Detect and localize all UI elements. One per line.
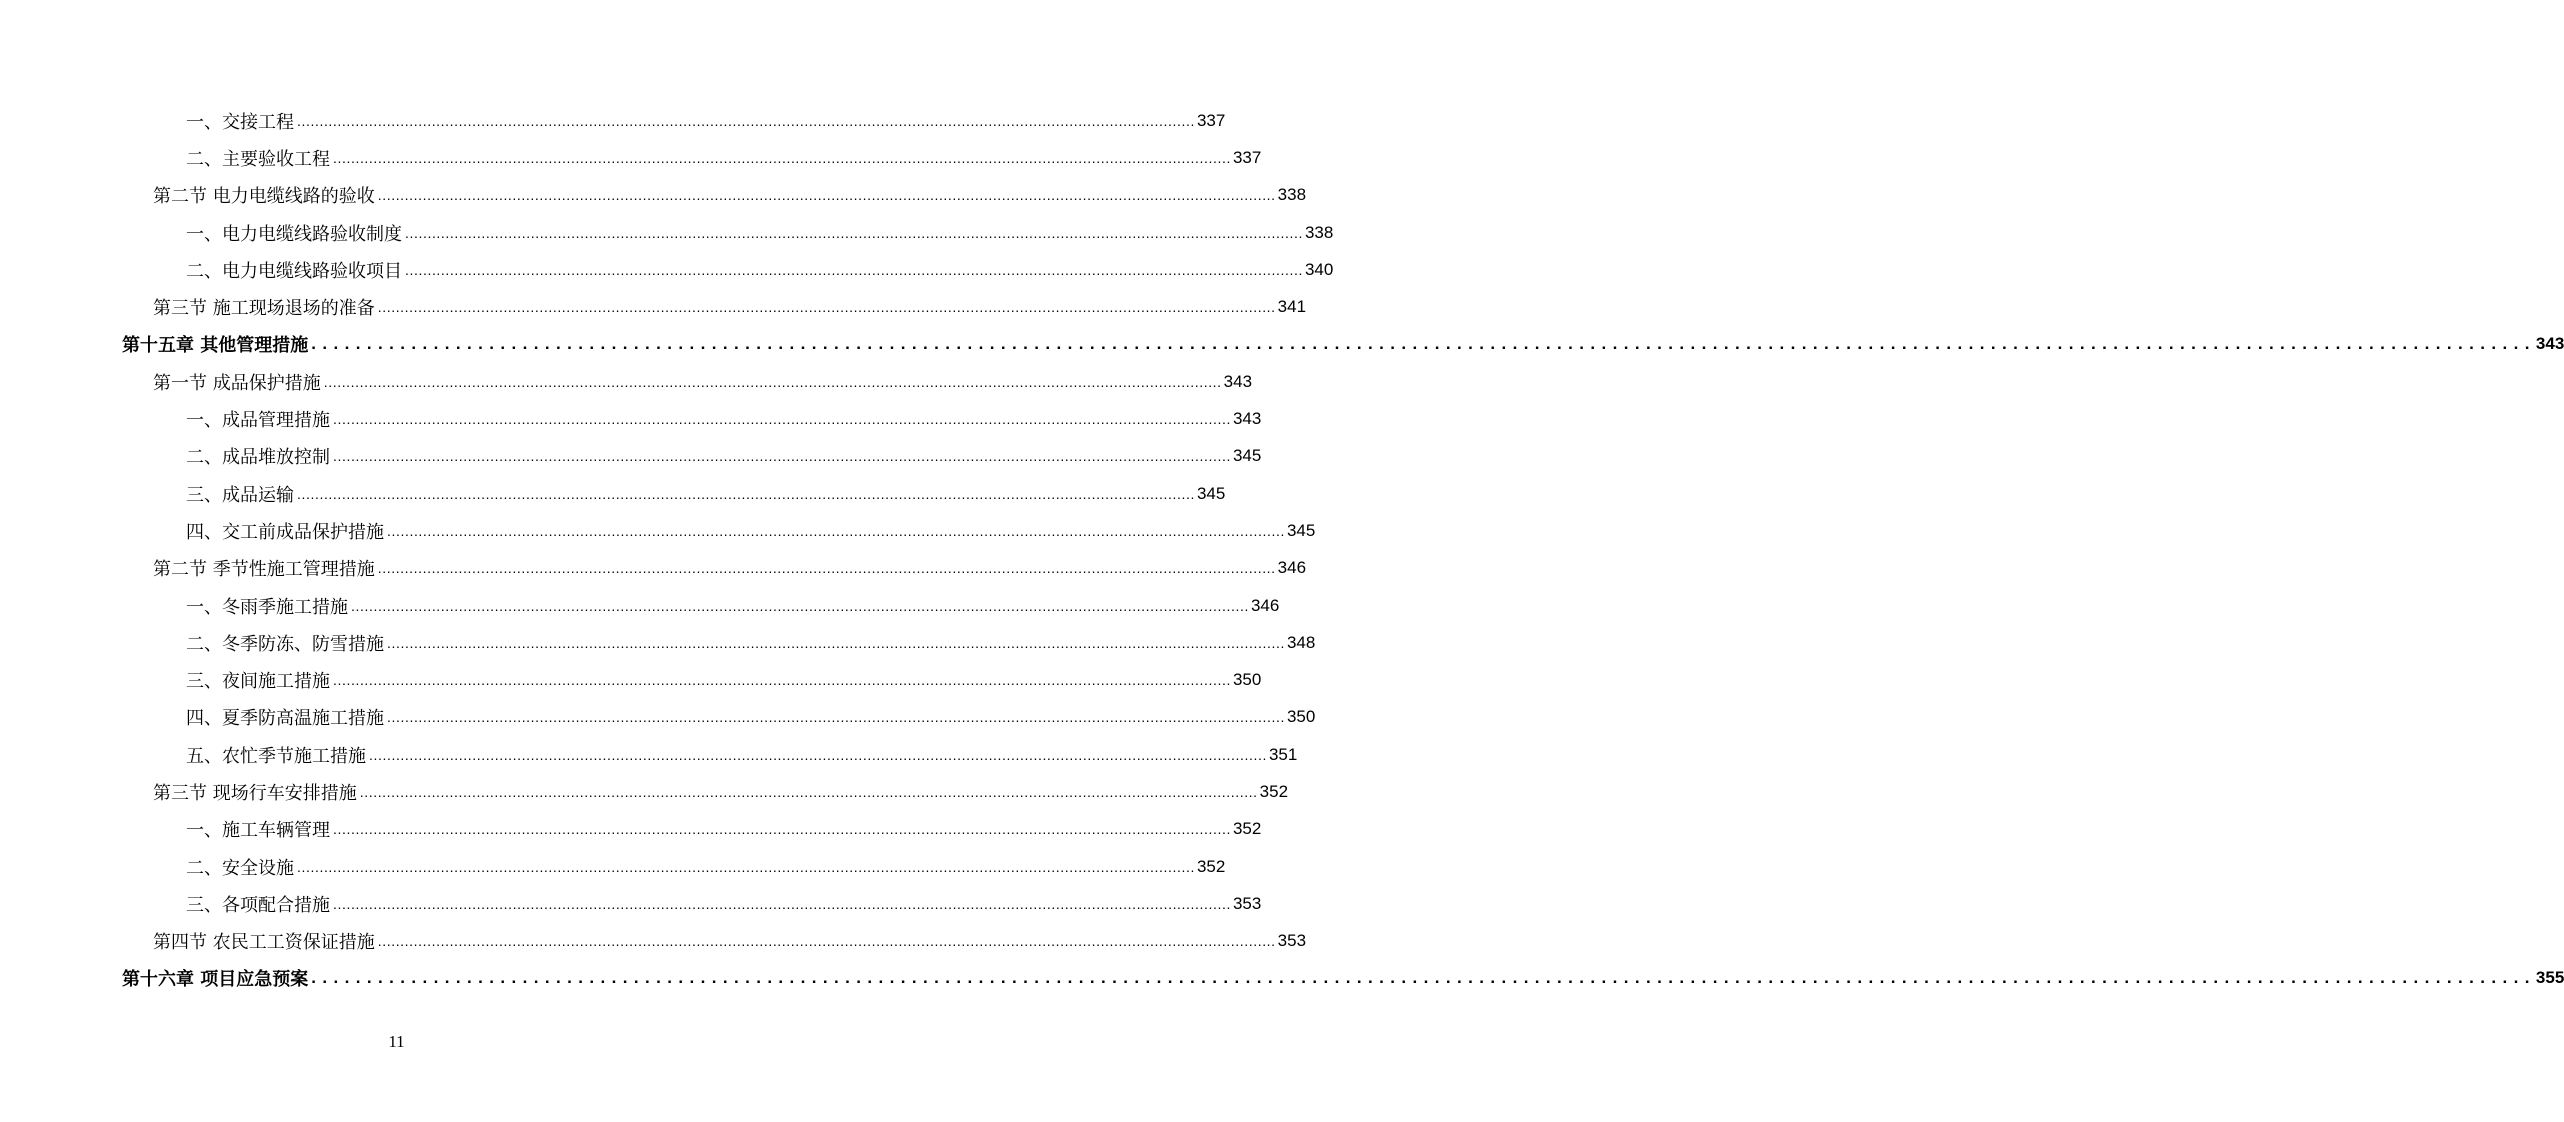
toc-leader-dots: ........................................................................................................................................................................................................ bbox=[387, 522, 1285, 539]
toc-entry-title: 二、安全设施 bbox=[186, 857, 294, 879]
toc-item-row[interactable] bbox=[0, 102, 1226, 139]
toc-leader-dots: ........................................................................................................................................................................................................ bbox=[333, 149, 1231, 166]
toc-chapter-row[interactable] bbox=[0, 960, 2564, 997]
toc-page-number: 341 bbox=[1277, 297, 1307, 317]
toc-leader-dots: ........................................................................................................................................................................................................ bbox=[297, 858, 1195, 875]
toc-item-row[interactable] bbox=[0, 848, 1226, 885]
toc-leader-dots: ........................................................................................................................................................................................................ bbox=[333, 448, 1231, 465]
toc-entry-title: 第十五章 其他管理措施 bbox=[122, 335, 309, 357]
toc-page-number: 343 bbox=[1223, 371, 1253, 391]
toc-page-number: 348 bbox=[1286, 632, 1316, 652]
toc-item-row[interactable] bbox=[0, 624, 1316, 661]
toc-entry-title: 一、电力电缆线路验收制度 bbox=[186, 223, 402, 245]
toc-page-number: 352 bbox=[1259, 781, 1289, 801]
toc-page-number: 345 bbox=[1232, 446, 1262, 466]
toc-item-row[interactable] bbox=[0, 438, 1262, 475]
toc-section-row[interactable] bbox=[0, 773, 1289, 810]
toc-page-number: 350 bbox=[1286, 707, 1316, 727]
toc-page-number: 346 bbox=[1277, 558, 1307, 578]
toc-leader-dots: ........................................................................................................................................................................................................ bbox=[297, 112, 1195, 129]
toc-entry-title: 四、交工前成品保护措施 bbox=[186, 521, 384, 543]
toc-leader-dots: ........................................................................................................................................................................................................ bbox=[311, 968, 2536, 988]
toc-leader-dots: ........................................................................................................................................................................................................ bbox=[333, 821, 1231, 838]
toc-entry-title: 三、各项配合措施 bbox=[186, 894, 330, 916]
toc-leader-dots: ........................................................................................................................................................................................................ bbox=[359, 783, 1258, 800]
toc-entry-title: 一、成品管理措施 bbox=[186, 410, 330, 432]
toc-entry-title: 一、交接工程 bbox=[186, 111, 294, 133]
toc-entry-title: 三、成品运输 bbox=[186, 484, 294, 506]
toc-entry-title: 第三节 施工现场退场的准备 bbox=[153, 298, 375, 320]
toc-page-number: 345 bbox=[1286, 520, 1316, 540]
toc-page-number: 345 bbox=[1196, 483, 1226, 503]
toc-item-row[interactable] bbox=[0, 587, 1280, 624]
toc-leader-dots: ........................................................................................................................................................................................................ bbox=[369, 746, 1267, 763]
toc-item-row[interactable] bbox=[0, 885, 1262, 922]
toc-leader-dots: ........................................................................................................................................................................................................ bbox=[405, 224, 1303, 241]
toc-item-row[interactable] bbox=[0, 251, 1334, 288]
toc-leader-dots: ........................................................................................................................................................................................................ bbox=[387, 634, 1285, 651]
toc-leader-dots: ........................................................................................................................................................................................................ bbox=[297, 485, 1195, 502]
toc-page-number: 346 bbox=[1250, 595, 1280, 615]
toc-page-number: 337 bbox=[1232, 147, 1262, 167]
toc-leader-dots: ........................................................................................................................................................................................................ bbox=[351, 597, 1249, 614]
toc-page-number: 340 bbox=[1304, 259, 1334, 279]
toc-entry-title: 第十六章 项目应急预案 bbox=[122, 969, 309, 991]
toc-item-row[interactable] bbox=[0, 736, 1298, 773]
toc-entry-title: 第三节 现场行车安排措施 bbox=[153, 782, 357, 804]
toc-item-row[interactable] bbox=[0, 811, 1262, 848]
toc-entry-title: 二、电力电缆线路验收项目 bbox=[186, 260, 402, 282]
toc-item-row[interactable] bbox=[0, 661, 1262, 698]
toc-leader-dots: ........................................................................................................................................................................................................ bbox=[387, 709, 1285, 726]
toc-page-number: 352 bbox=[1196, 856, 1226, 876]
toc-item-row[interactable] bbox=[0, 512, 1316, 549]
toc-entry-title: 三、夜间施工措施 bbox=[186, 671, 330, 693]
toc-leader-dots: ........................................................................................................................................................................................................ bbox=[377, 933, 1276, 950]
toc-leader-dots: ........................................................................................................................................................................................................ bbox=[311, 334, 2536, 354]
toc-entry-title: 一、冬雨季施工措施 bbox=[186, 596, 348, 618]
toc-item-row[interactable] bbox=[0, 400, 1262, 437]
toc-entry-title: 二、冬季防冻、防雪措施 bbox=[186, 633, 384, 655]
toc-page-number: 338 bbox=[1277, 185, 1307, 205]
toc-page-number: 352 bbox=[1232, 819, 1262, 839]
toc-section-row[interactable] bbox=[0, 550, 1307, 587]
toc-page-number: 351 bbox=[1268, 744, 1298, 764]
toc-item-row[interactable] bbox=[0, 139, 1262, 176]
toc-item-row[interactable] bbox=[0, 699, 1316, 736]
toc-item-row[interactable] bbox=[0, 475, 1226, 512]
toc-page-number: 343 bbox=[2535, 334, 2564, 354]
toc-entry-title: 五、农忙季节施工措施 bbox=[186, 745, 366, 767]
toc-leader-dots: ........................................................................................................................................................................................................ bbox=[333, 672, 1231, 689]
toc-leader-dots: ........................................................................................................................................................................................................ bbox=[333, 411, 1231, 428]
toc-page-number: 338 bbox=[1304, 222, 1334, 242]
toc-entry-title: 第二节 季节性施工管理措施 bbox=[153, 559, 375, 581]
toc-chapter-row[interactable] bbox=[0, 326, 2564, 363]
toc-page-number: 337 bbox=[1196, 110, 1226, 130]
toc-item-row[interactable] bbox=[0, 214, 1334, 251]
toc-leader-dots: ........................................................................................................................................................................................................ bbox=[323, 373, 1222, 390]
toc-entry-title: 二、主要验收工程 bbox=[186, 148, 330, 170]
toc-leader-dots: ........................................................................................................................................................................................................ bbox=[377, 299, 1276, 316]
toc-page-number: 355 bbox=[2535, 968, 2564, 988]
toc-leader-dots: ........................................................................................................................................................................................................ bbox=[377, 560, 1276, 577]
toc-entry-title: 二、成品堆放控制 bbox=[186, 447, 330, 469]
toc-page-number: 350 bbox=[1232, 670, 1262, 690]
toc-leader-dots: ........................................................................................................................................................................................................ bbox=[405, 261, 1303, 278]
table-of-contents bbox=[0, 102, 2564, 997]
toc-leader-dots: ........................................................................................................................................................................................................ bbox=[377, 187, 1276, 204]
toc-entry-title: 一、施工车辆管理 bbox=[186, 820, 330, 842]
toc-entry-title: 第一节 成品保护措施 bbox=[153, 372, 321, 394]
toc-section-row[interactable] bbox=[0, 288, 1307, 325]
toc-section-row[interactable] bbox=[0, 923, 1307, 960]
toc-section-row[interactable] bbox=[0, 177, 1307, 214]
toc-page-number: 353 bbox=[1232, 893, 1262, 913]
toc-leader-dots: ........................................................................................................................................................................................................ bbox=[333, 895, 1231, 912]
toc-entry-title: 第二节 电力电缆线路的验收 bbox=[153, 186, 375, 208]
toc-entry-title: 四、夏季防高温施工措施 bbox=[186, 708, 384, 730]
toc-section-row[interactable] bbox=[0, 363, 1253, 400]
page-number: 11 bbox=[388, 1032, 405, 1051]
toc-page-number: 343 bbox=[1232, 409, 1262, 429]
toc-page-number: 353 bbox=[1277, 931, 1307, 951]
toc-entry-title: 第四节 农民工工资保证措施 bbox=[153, 932, 375, 954]
